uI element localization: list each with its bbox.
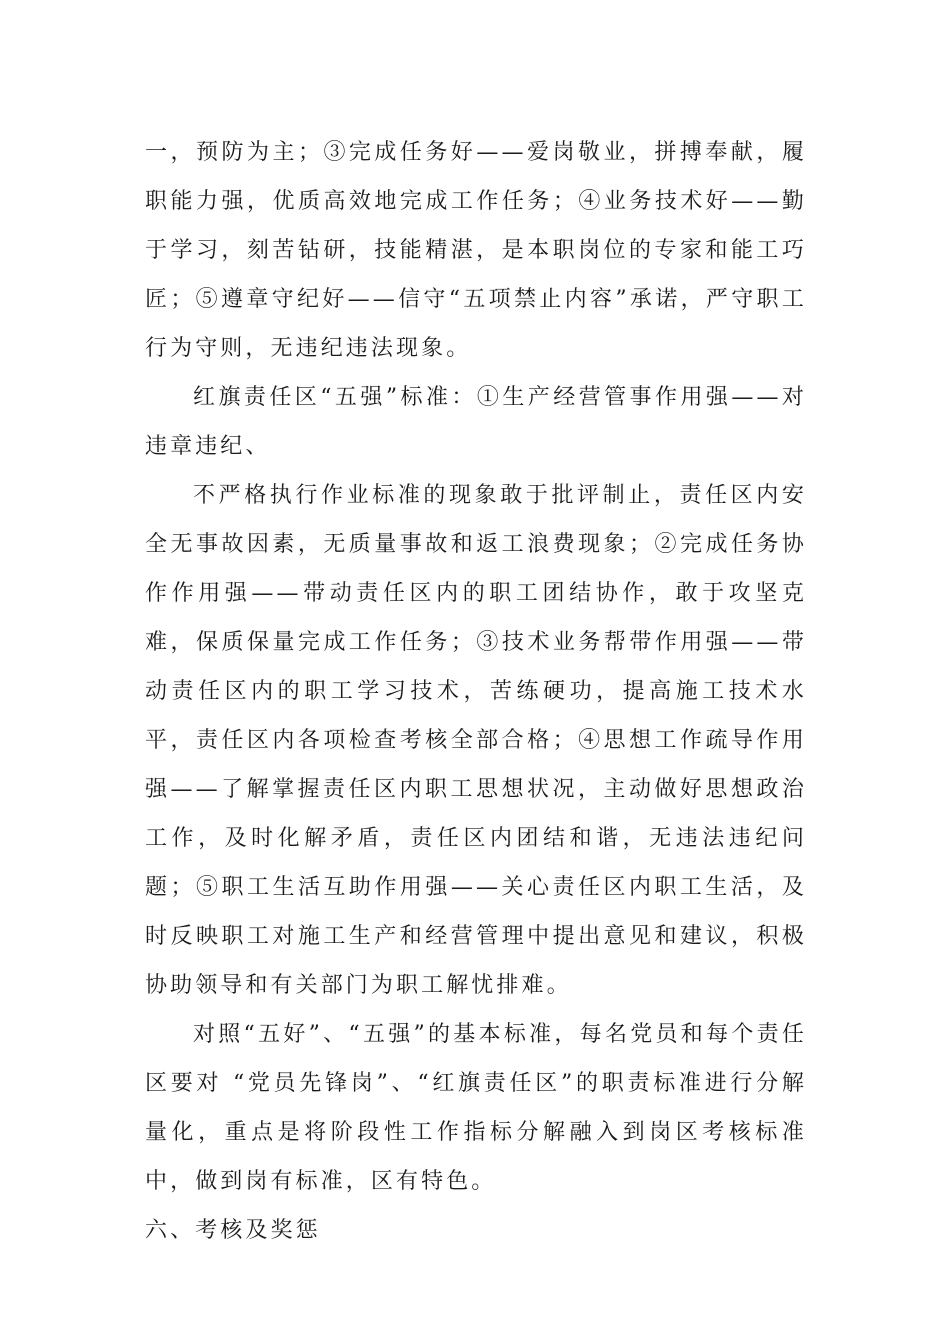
paragraph-quantification: 对照“五好”、“五强”的基本标准，每名党员和每个责任区要对 “党员先锋岗”、“红旗责任区”的职责标准进行分解量化，重点是将阶段性工作指标分解融入到岗区考核标准中，做到岗有标准，区有特色。	[145, 1022, 807, 1194]
paragraph-continuation: 一，预防为主；③完成任务好——爱岗敬业，拼搏奉献，履职能力强，优质高效地完成工作任务；④业务技术好——勤于学习，刻苦钻研，技能精湛，是本职岗位的专家和能工巧匠；⑤遵章守纪好——信守“五项禁止内容”承诺，严守职工行为守则，无违纪违法现象。	[145, 140, 807, 361]
document-body	[145, 128, 807, 1255]
paragraph-red-flag-standard: 红旗责任区“五强”标准：①生产经营管事作用强——对违章违纪、	[145, 385, 807, 459]
section-heading-assessment: 六、考核及奖惩	[145, 1218, 321, 1243]
paragraph-five-strong-details: 不严格执行作业标准的现象敢于批评制止，责任区内安全无事故因素，无质量事故和返工浪费现象；②完成任务协作作用强——带动责任区内的职工团结协作，敢于攻坚克难，保质保量完成工作任务；③技术业务帮带作用强——带动责任区内的职工学习技术，苦练硬功，提高施工技术水平，责任区内各项检查考核全部合格；④思想工作疏导作用强——了解掌握责任区内职工思想状况，主动做好思想政治工作，及时化解矛盾，责任区内团结和谐，无违法违纪问题；⑤职工生活互助作用强——关心责任区内职工生活，及时反映职工对施工生产和经营管理中提出意见和建议，积极协助领导和有关部门为职工解忧排难。	[145, 483, 807, 998]
